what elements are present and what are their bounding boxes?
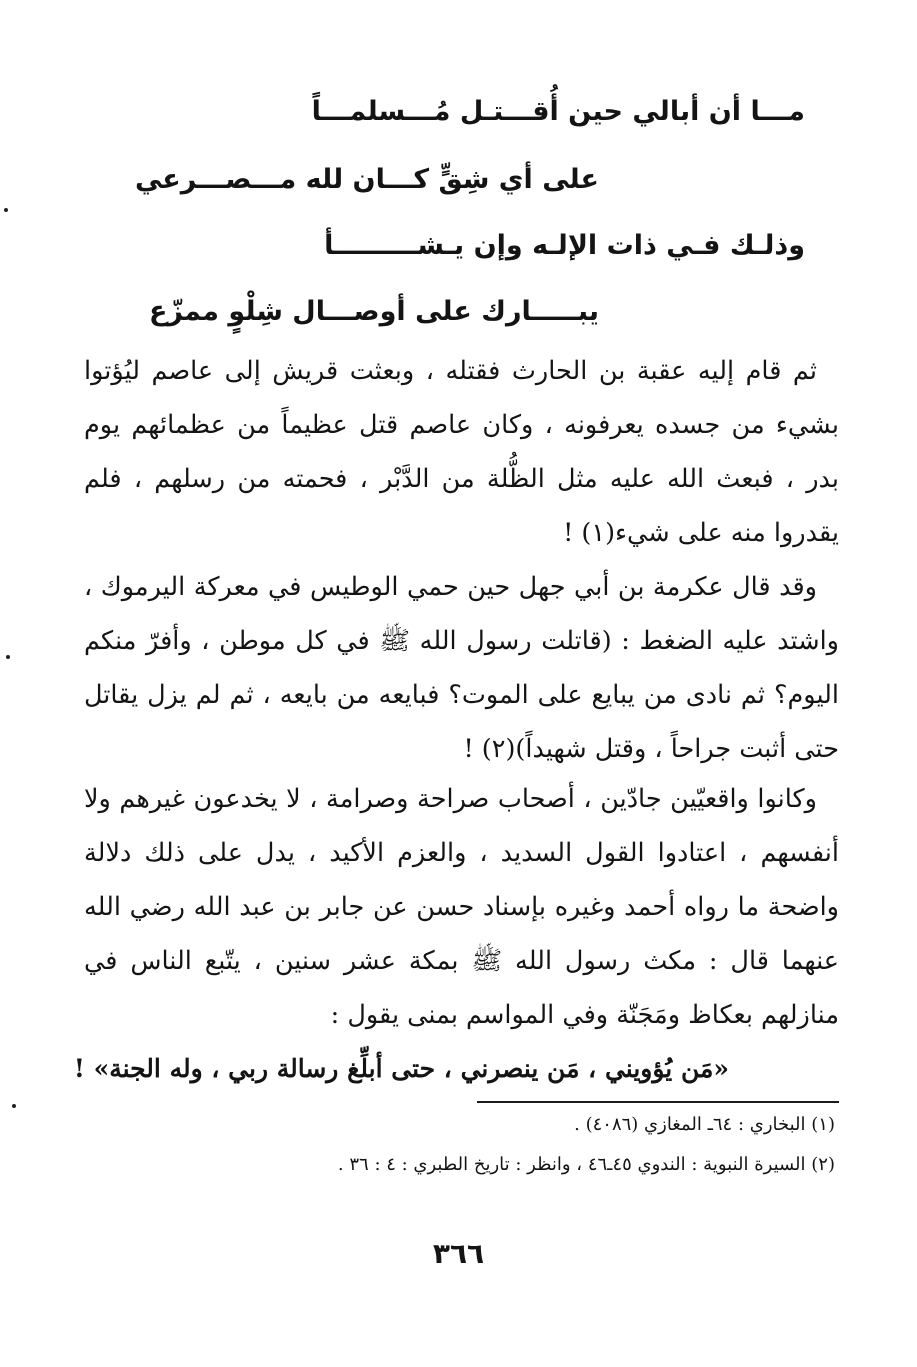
footnote-2: (٢) السيرة النبوية : الندوي ٤٥ـ٤٦ ، وانظر : تاريخ الطبري : ٤ : ٣٦ . — [337, 1154, 835, 1175]
page-number: ٣٦٦ — [432, 1237, 485, 1270]
footnote-1: (١) البخاري : ٦٤ـ المغازي (٤٠٨٦) . — [574, 1114, 835, 1135]
scan-speck — [4, 208, 8, 212]
paragraph-3-text: وكانوا واقعيّين جادّين ، أصحاب صراحة وصرامة ، لا يخدعون غيرهم ولا أنفسهم ، اعتادوا القول السديد ، والعزم الأكيد ، يدل على ذلك دلالة واضحة ما رواه أحمد وغيره بإسناد حسن عن جابر بن عبد الله رضي الله عنهما قال : مكث رسول الله ﷺ بمكة عشر سنين ، يتّبع الناس في منازلهم بعكاظ ومَجَنّة وفي المواسم بمنى يقول : — [84, 784, 839, 1030]
scan-speck — [6, 655, 10, 659]
footnote-divider — [477, 1101, 839, 1103]
paragraph-1-text: ثم قام إليه عقبة بن الحارث فقتله ، وبعثت قريش إلى عاصم ليُؤتوا بشيء من جسده يعرفونه ، وكان عاصم قتل عظيماً من عظمائهم يوم بدر ، فبعث الله عليه مثل الظُّلة من الدَّبْر ، فحمته من رسلهم ، فلم يقدروا منه على شيء(١) ! — [84, 356, 839, 548]
poem-line-1: مـــا أن أبالي حين أُقـــتـل مُـــسلمـــاً — [311, 96, 805, 127]
paragraph-1 — [84, 344, 839, 560]
paragraph-3 — [84, 772, 839, 1042]
paragraph-2 — [84, 560, 839, 776]
scan-speck — [12, 1104, 16, 1108]
hadith-quote: «مَن يُؤويني ، مَن ينصرني ، حتى أبلِّغ رسالة ربي ، وله الجنة» ! — [73, 1054, 729, 1083]
poem-line-3: وذلـك فـي ذات الإلـه وإن يـشـــــــــأ — [324, 230, 805, 261]
paragraph-2-text: وقد قال عكرمة بن أبي جهل حين حمي الوطيس في معركة اليرموك ، واشتد عليه الضغط : (قاتلت رسول الله ﷺ في كل موطن ، وأفرّ منكم اليوم؟ ثم نادى من يبايع على الموت؟ فبايعه من بايعه ، ثم لم يزل يقاتل حتى أثبت جراحاً ، وقتل شهيداً)(٢) ! — [84, 572, 839, 764]
poem-line-2: على أي شِقٍّ كـــان لله مـــصـــرعي — [134, 164, 599, 195]
poem-line-4: يبـــــارك على أوصـــال شِلْوٍ ممزّع — [148, 296, 599, 327]
